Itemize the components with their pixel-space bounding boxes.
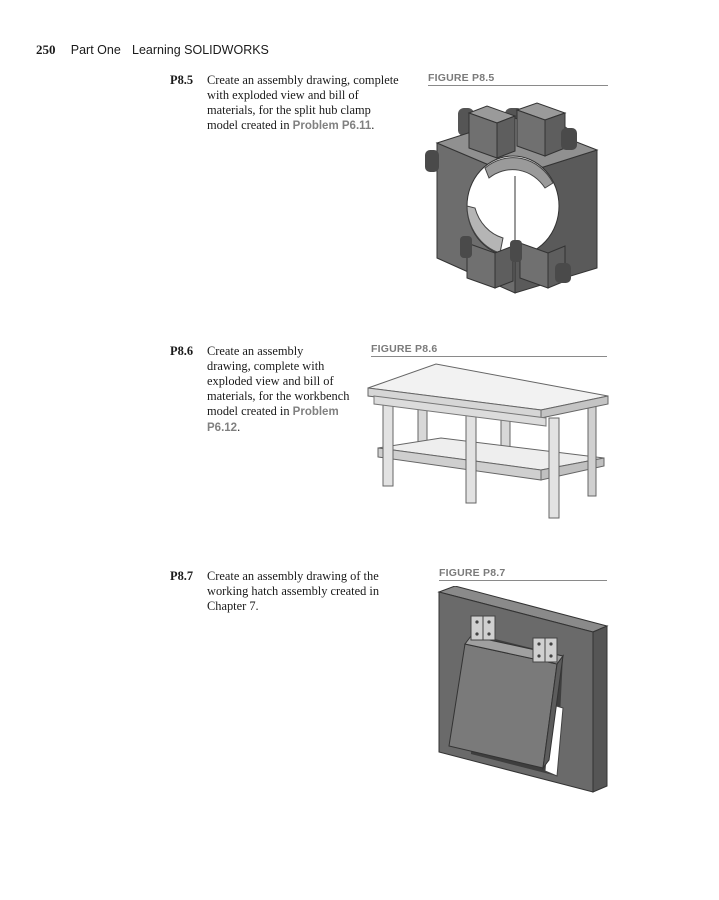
- problem-p8-7: [170, 569, 420, 619]
- figure-working-hatch: [435, 586, 610, 796]
- figure-label-p8-7: FIGURE P8.7: [439, 567, 607, 581]
- problem-reference-cont: P6.12: [207, 422, 238, 434]
- book-title: Learning SOLIDWORKS: [132, 43, 269, 57]
- figure-split-hub-clamp: [425, 88, 615, 298]
- problem-p8-6: [170, 344, 370, 439]
- figure-label-p8-6: FIGURE P8.6: [371, 343, 607, 357]
- problem-text: Create an assembly drawing of the working hatch assembly created in Chapter 7.: [207, 569, 380, 613]
- problem-reference: Problem P6.11: [292, 120, 372, 132]
- problem-p8-5: [170, 73, 420, 143]
- problem-number: P8.7: [170, 569, 194, 583]
- problem-number: P8.5: [170, 73, 194, 87]
- running-header: [36, 42, 269, 58]
- figure-workbench: [366, 360, 611, 520]
- figure-label-p8-5: FIGURE P8.5: [428, 72, 608, 86]
- problem-number: P8.6: [170, 344, 194, 358]
- page-number: 250: [36, 42, 56, 57]
- problem-text: Create an assembly drawing, complete with exploded view and bill of materials, for the split hub clamp model created in Problem P6.11.: [207, 73, 399, 132]
- part-label: Part One: [70, 43, 121, 57]
- problem-text: Create an assembly drawing, complete with exploded view and bill of materials, for the workbench model created in Problem P6.12.: [207, 344, 350, 434]
- problem-reference: Problem: [292, 406, 339, 418]
